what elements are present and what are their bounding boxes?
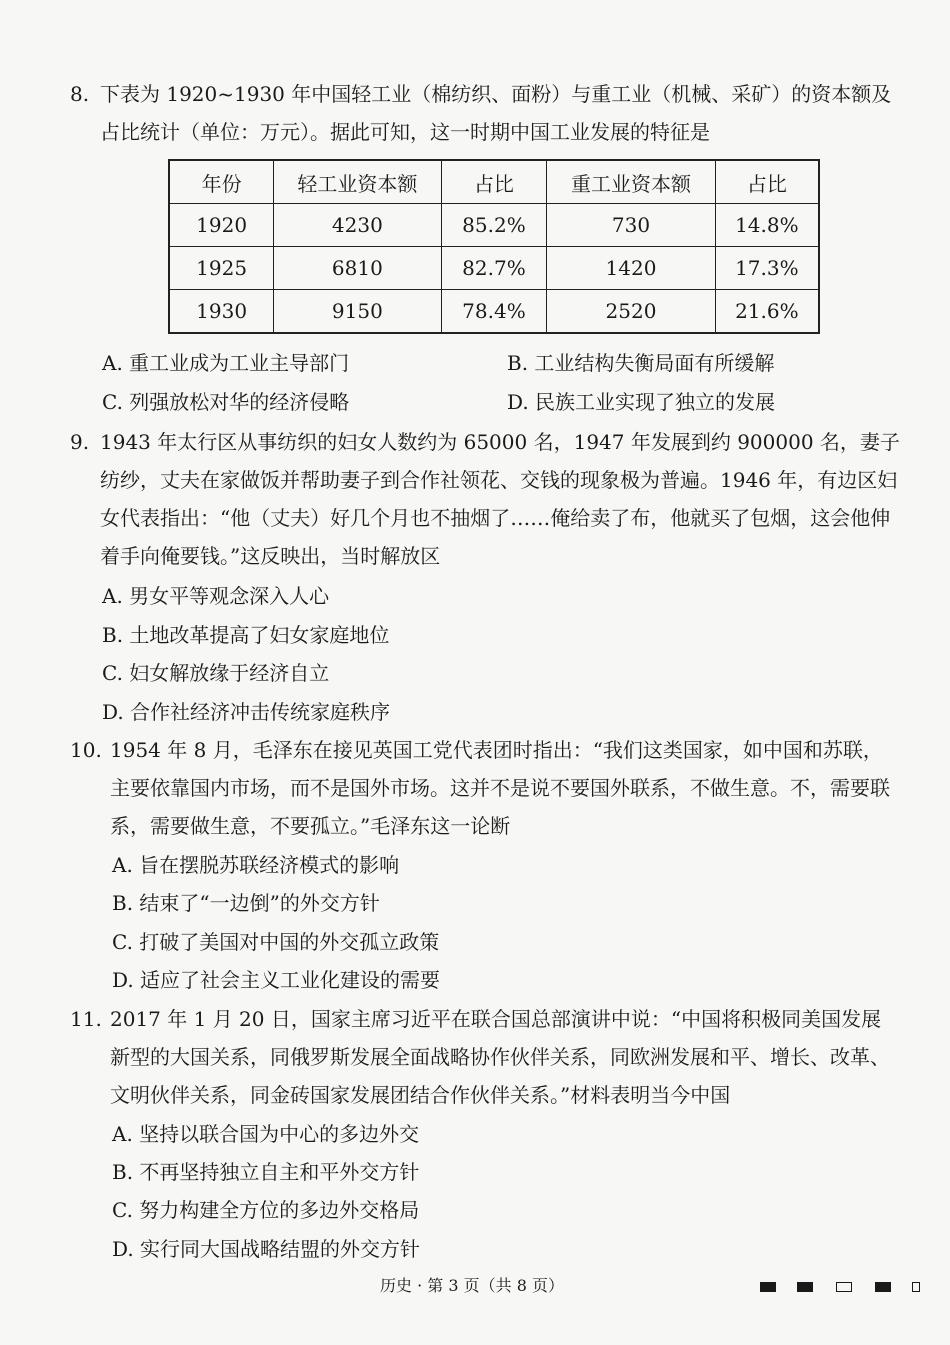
q10-option-b: B. 结束了“一边倒”的外交方针 [112, 891, 380, 915]
question-number: 8. [70, 82, 90, 106]
q9-option-a: A. 男女平等观念深入人心 [102, 584, 330, 608]
table-cell: 2520 [547, 290, 715, 334]
header-heavy-capital: 重工业资本额 [547, 160, 715, 204]
header-light-capital: 轻工业资本额 [274, 160, 441, 204]
q8-option-c: C. 列强放松对华的经济侵略 [102, 390, 350, 414]
q10-option-a: A. 旨在摆脱苏联经济模式的影响 [112, 853, 400, 877]
q11-option-d: D. 实行同大国战略结盟的外交方针 [112, 1237, 421, 1261]
q11-option-c: C. 努力构建全方位的多边外交格局 [112, 1198, 420, 1222]
table-cell: 21.6% [715, 290, 819, 334]
question-stem: 1943 年太行区从事纺织的妇女人数约为 65000 名，1947 年发展到约 900000 名，妻子纺纱，丈夫在家做饭并帮助妻子到合作社领花、交钱的现象极为普遍。1946 年，有边区妇女代表指出：“他（丈夫）好几个月也不抽烟了……俺给卖了布，他就买了包烟，这会他伸着手向俺要钱。”这反映出，当时解放区 [100, 430, 900, 568]
header-heavy-share: 占比 [715, 160, 819, 204]
table-cell: 1930 [169, 290, 274, 334]
q9-option-d: D. 合作社经济冲击传统家庭秩序 [102, 700, 391, 724]
question-number: 11. [70, 1007, 102, 1031]
page-number: 历史 · 第 3 页（共 8 页） [380, 1276, 564, 1295]
question-number: 9. [70, 430, 90, 454]
question-11 [70, 1000, 900, 1114]
table-cell: 6810 [274, 247, 441, 290]
page-footer [0, 1272, 950, 1302]
question-number: 10. [70, 738, 102, 762]
scan-mark-icon [912, 1282, 920, 1292]
question-10 [70, 731, 900, 845]
header-year: 年份 [169, 160, 274, 204]
capital-table [168, 159, 820, 334]
q11-option-a: A. 坚持以联合国为中心的多边外交 [112, 1122, 420, 1146]
question-8 [70, 75, 900, 151]
table-cell: 1920 [169, 204, 274, 247]
scan-mark-icon [797, 1282, 813, 1292]
table-cell: 1925 [169, 247, 274, 290]
scan-mark-icon [875, 1282, 891, 1292]
q8-option-d: D. 民族工业实现了独立的发展 [507, 390, 776, 414]
table-cell: 9150 [274, 290, 441, 334]
q10-option-c: C. 打破了美国对中国的外交孤立政策 [112, 930, 440, 954]
scan-mark-icon [760, 1282, 776, 1292]
q11-option-b: B. 不再坚持独立自主和平外交方针 [112, 1160, 420, 1184]
table-row [169, 247, 819, 290]
table-cell: 78.4% [441, 290, 547, 334]
table-cell: 1420 [547, 247, 715, 290]
table-row [169, 204, 819, 247]
table-header-row [169, 160, 819, 204]
table-cell: 85.2% [441, 204, 547, 247]
q9-option-b: B. 土地改革提高了妇女家庭地位 [102, 623, 390, 647]
q10-option-d: D. 适应了社会主义工业化建设的需要 [112, 968, 441, 992]
table-row [169, 290, 819, 334]
question-stem: 下表为 1920~1930 年中国轻工业（棉纺织、面粉）与重工业（机械、采矿）的资本额及占比统计（单位：万元）。据此可知，这一时期中国工业发展的特征是 [100, 82, 892, 144]
table-cell: 82.7% [441, 247, 547, 290]
header-light-share: 占比 [441, 160, 547, 204]
table-cell: 4230 [274, 204, 441, 247]
question-stem: 1954 年 8 月，毛泽东在接见英国工党代表团时指出：“我们这类国家，如中国和苏联，主要依靠国内市场，而不是国外市场。这并不是说不要国外联系，不做生意。不，需要联系，需要做生意，不要孤立。”毛泽东这一论断 [110, 738, 890, 838]
table-cell: 14.8% [715, 204, 819, 247]
scan-mark-icon [836, 1282, 852, 1292]
q9-option-c: C. 妇女解放缘于经济自立 [102, 661, 330, 685]
question-stem: 2017 年 1 月 20 日，国家主席习近平在联合国总部演讲中说：“中国将积极同美国发展新型的大国关系，同俄罗斯发展全面战略协作伙伴关系，同欧洲发展和平、增长、改革、文明伙伴关系，同金砖国家发展团结合作伙伴关系。”材料表明当今中国 [110, 1007, 890, 1107]
question-9 [70, 423, 900, 575]
table-cell: 17.3% [715, 247, 819, 290]
q8-option-b: B. 工业结构失衡局面有所缓解 [507, 351, 775, 375]
table-cell: 730 [547, 204, 715, 247]
q8-option-a: A. 重工业成为工业主导部门 [102, 351, 350, 375]
